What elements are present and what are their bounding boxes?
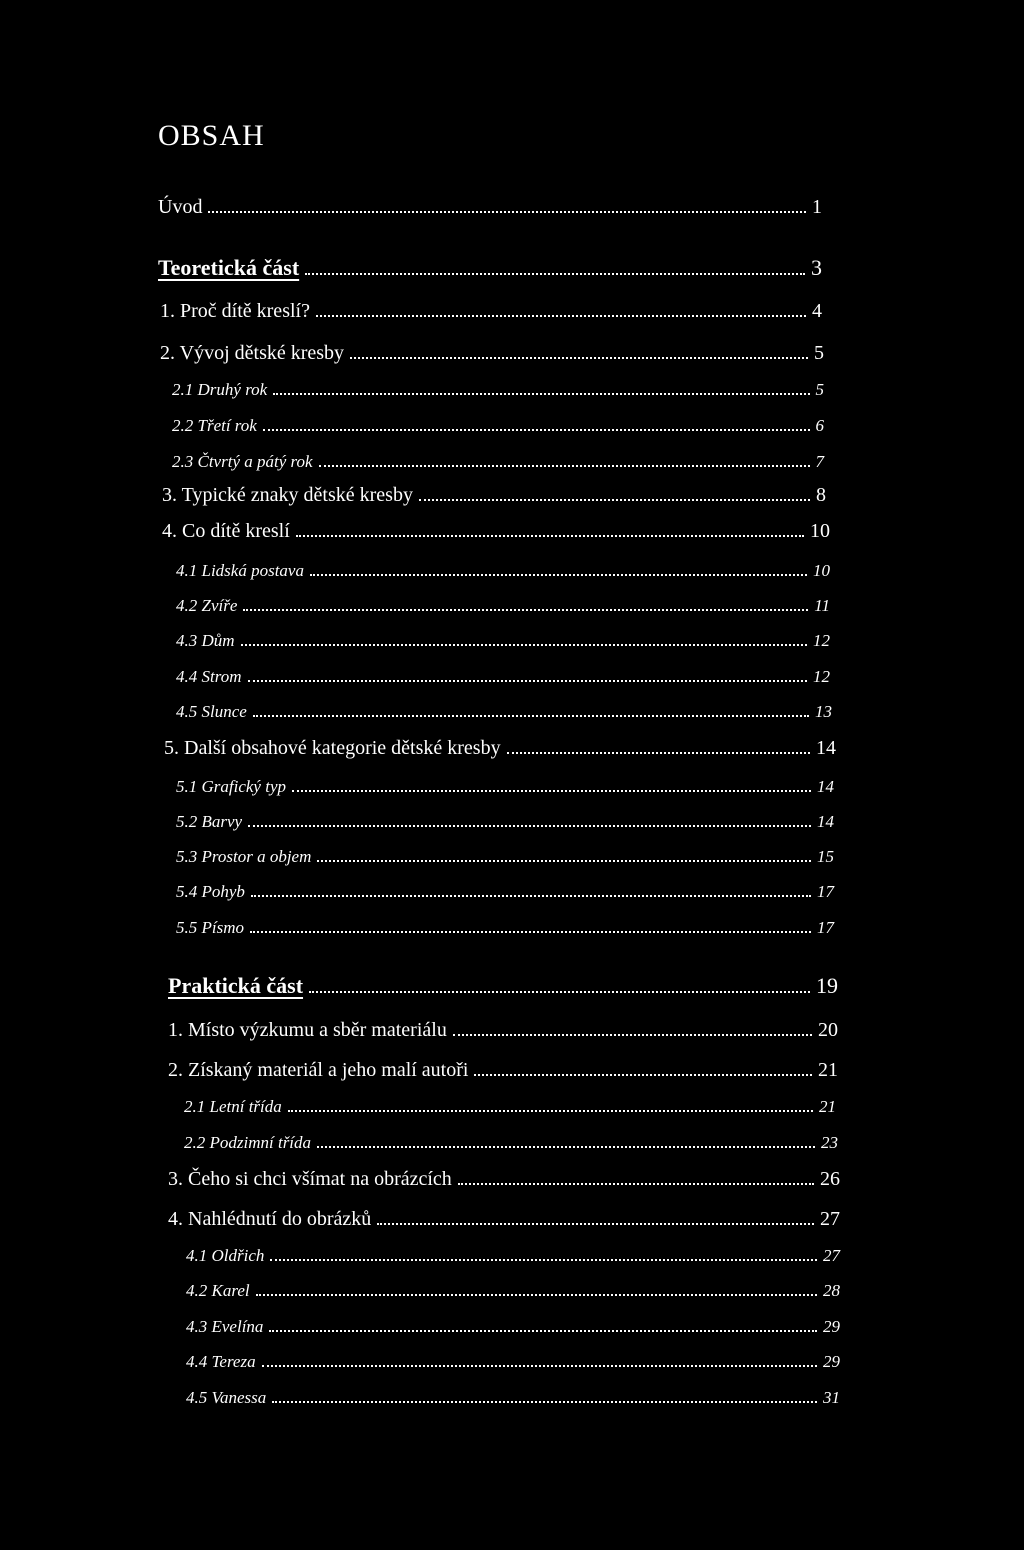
toc-entry (186, 1384, 840, 1412)
dot-leader (273, 393, 809, 395)
dot-leader (241, 644, 807, 646)
toc-entry-page-number: 10 (813, 561, 830, 580)
toc-entry-label: 4.2 Zvíře (176, 596, 238, 615)
toc-entry (176, 878, 834, 906)
dot-leader (288, 1110, 813, 1112)
toc-entry-label: 4.2 Karel (186, 1281, 250, 1300)
toc-entry-page-number: 8 (816, 484, 826, 506)
toc-entry-label: 2.1 Letní třída (184, 1097, 282, 1116)
dot-leader (458, 1183, 814, 1185)
toc-entry-page-number: 29 (823, 1317, 840, 1336)
dot-leader (296, 535, 804, 537)
dot-leader (316, 315, 806, 317)
toc-entry (160, 339, 824, 367)
dot-leader (250, 931, 811, 933)
toc-entry-page-number: 5 (815, 380, 824, 399)
toc-entry-page-number: 14 (816, 737, 836, 759)
dot-leader (251, 895, 811, 897)
dot-leader (317, 860, 811, 862)
toc-entry (176, 557, 830, 585)
toc-entry-page-number: 12 (813, 667, 830, 686)
toc-entry-label: 5.5 Písmo (176, 918, 244, 937)
toc-entry (184, 1093, 836, 1121)
toc-entry-label: 4.4 Strom (176, 667, 242, 686)
toc-entry-label: 4.3 Evelína (186, 1317, 264, 1336)
toc-entry-label: 5.3 Prostor a objem (176, 847, 312, 866)
toc-entry-label: 4.1 Lidská postava (176, 561, 304, 580)
toc-entry-label: Teoretická část (158, 255, 300, 280)
toc-entry-page-number: 4 (812, 300, 822, 322)
toc-entry (162, 481, 826, 509)
toc-entry-page-number: 14 (817, 812, 834, 831)
toc-entry-page-number: 5 (814, 342, 824, 364)
dot-leader (309, 991, 810, 993)
toc-entry (172, 448, 824, 476)
toc-entry-label: 4.5 Vanessa (186, 1388, 267, 1407)
dot-leader (262, 1365, 817, 1367)
dot-leader (243, 609, 808, 611)
toc-entry (158, 193, 822, 221)
toc-entry (186, 1313, 840, 1341)
toc-entry (176, 843, 834, 871)
dot-leader (350, 357, 808, 359)
toc-entry (176, 773, 834, 801)
toc-entry-label: 3. Typické znaky dětské kresby (162, 484, 413, 506)
toc-entry-page-number: 3 (811, 255, 822, 280)
toc-entry (168, 972, 838, 1000)
toc-entry-page-number: 19 (816, 973, 838, 998)
toc-entry (184, 1129, 838, 1157)
dot-leader (319, 465, 810, 467)
toc-entry-page-number: 14 (817, 777, 834, 796)
dot-leader (270, 1259, 817, 1261)
dot-leader (256, 1294, 817, 1296)
toc-entry-label: Úvod (158, 196, 203, 218)
dot-leader (377, 1223, 814, 1225)
toc-entry-page-number: 6 (815, 416, 824, 435)
dot-leader (310, 574, 807, 576)
toc-entry-page-number: 21 (819, 1097, 836, 1116)
toc-entry-page-number: 1 (812, 196, 822, 218)
toc-entry-page-number: 20 (818, 1019, 838, 1041)
toc-entry-label: 2. Vývoj dětské kresby (160, 342, 345, 364)
toc-entry (168, 1056, 838, 1084)
toc-entry-label: 2. Získaný materiál a jeho malí autoři (168, 1059, 469, 1081)
toc-entry (172, 412, 824, 440)
toc-entry (176, 592, 830, 620)
toc-entry (158, 254, 822, 282)
toc-entry (172, 376, 824, 404)
toc-entry-page-number: 17 (817, 918, 834, 937)
toc-entry-page-number: 17 (817, 882, 834, 901)
dot-leader (269, 1330, 817, 1332)
toc-entry-page-number: 15 (817, 847, 834, 866)
toc-entry (160, 297, 822, 325)
toc-entry-label: 3. Čeho si chci všímat na obrázcích (168, 1168, 452, 1190)
dot-leader (507, 752, 810, 754)
dot-leader (453, 1034, 812, 1036)
dot-leader (305, 273, 805, 275)
toc-entry-page-number: 26 (820, 1168, 840, 1190)
toc-entry-label: 5.4 Pohyb (176, 882, 245, 901)
toc-entry-page-number: 21 (818, 1059, 838, 1081)
toc-entry-label: 1. Proč dítě kreslí? (160, 300, 310, 322)
toc-entry-label: 4.4 Tereza (186, 1352, 256, 1371)
toc-entry-label: 5.2 Barvy (176, 812, 243, 831)
toc-entry-page-number: 23 (821, 1133, 838, 1152)
toc-entry (186, 1242, 840, 1270)
toc-entry-label: 4. Nahlédnutí do obrázků (168, 1208, 372, 1230)
toc-entry (176, 808, 834, 836)
toc-entry (186, 1348, 840, 1376)
toc-entry (168, 1165, 840, 1193)
toc-entry-label: 2.2 Třetí rok (172, 416, 257, 435)
toc-entry-label: 2.1 Druhý rok (172, 380, 268, 399)
dot-leader (248, 680, 808, 682)
toc-entry-page-number: 31 (823, 1388, 840, 1407)
toc-entry-page-number: 12 (813, 631, 830, 650)
toc-entry-label: 4. Co dítě kreslí (162, 520, 290, 542)
toc-entry (168, 1205, 840, 1233)
toc-entry (164, 734, 836, 762)
dot-leader (292, 790, 811, 792)
dot-leader (419, 499, 810, 501)
toc-entry-page-number: 29 (823, 1352, 840, 1371)
toc-entry (162, 517, 830, 545)
dot-leader (272, 1401, 817, 1403)
toc-entry (176, 698, 832, 726)
toc-entry-label: 5. Další obsahové kategorie dětské kresby (164, 737, 501, 759)
toc-entry (176, 627, 830, 655)
toc-entry-label: 1. Místo výzkumu a sběr materiálu (168, 1019, 447, 1041)
toc-entry (176, 914, 834, 942)
toc-entry-label: 4.3 Dům (176, 631, 235, 650)
toc-entry (176, 663, 830, 691)
toc-entry (168, 1016, 838, 1044)
toc-entry-page-number: 11 (814, 596, 830, 615)
page-title: OBSAH (158, 119, 265, 152)
toc-entry-page-number: 27 (820, 1208, 840, 1230)
toc-entry-label: 5.1 Grafický typ (176, 777, 286, 796)
toc-entry-page-number: 10 (810, 520, 830, 542)
dot-leader (248, 825, 811, 827)
toc-entry (186, 1277, 840, 1305)
dot-leader (474, 1074, 812, 1076)
toc-entry-label: 4.1 Oldřich (186, 1246, 265, 1265)
dot-leader (208, 211, 806, 213)
dot-leader (263, 429, 810, 431)
toc-entry-page-number: 28 (823, 1281, 840, 1300)
toc-entry-page-number: 13 (815, 702, 832, 721)
toc-entry-page-number: 7 (815, 452, 824, 471)
toc-entry-label: Praktická část (168, 973, 304, 998)
toc-entry-label: 4.5 Slunce (176, 702, 247, 721)
dot-leader (317, 1146, 815, 1148)
toc-entry-label: 2.3 Čtvrtý a pátý rok (172, 452, 313, 471)
toc-entry-label: 2.2 Podzimní třída (184, 1133, 312, 1152)
toc-entry-page-number: 27 (823, 1246, 840, 1265)
dot-leader (253, 715, 809, 717)
